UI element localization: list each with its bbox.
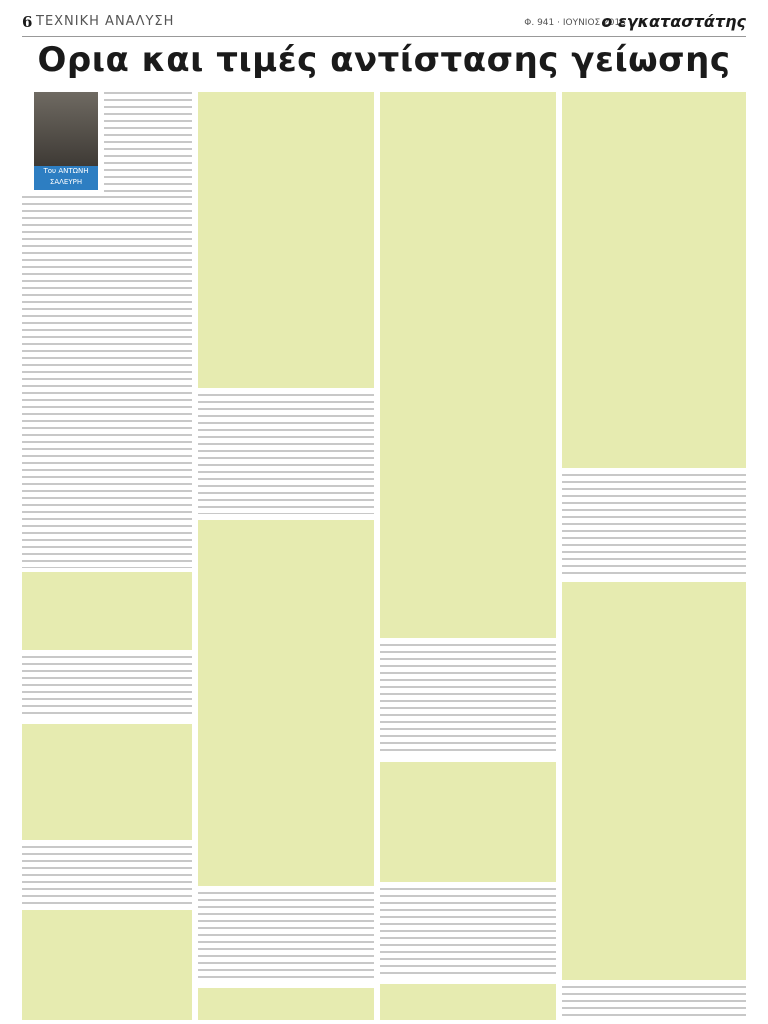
highlight-box [198,988,374,1020]
column-4 [562,92,746,1020]
text-block [22,656,192,718]
highlight-box [22,724,192,840]
section-title: ΤΕΧΝΙΚΗ ΑΝΑΛΥΣΗ [36,14,175,29]
highlight-box [380,984,556,1020]
highlight-box [22,572,192,650]
masthead: ο εγκαταστάτης [601,12,746,31]
text-block [562,986,746,1020]
highlight-box [562,582,746,980]
page-header [22,10,746,37]
article-headline: Ορια και τιμές αντίστασης γείωσης [37,40,731,80]
text-block [22,196,192,568]
highlight-box [198,92,374,388]
column-1 [22,92,192,1020]
text-block [380,644,556,756]
issue-info: Φ. 941 · ΙΟΥΝΙΟΣ 2015 [524,18,626,28]
column-3 [380,92,556,1020]
text-block [198,892,374,982]
text-block [22,846,192,904]
text-block [562,474,746,576]
highlight-box [380,92,556,638]
column-2 [198,92,374,1020]
highlight-box [562,92,746,468]
highlight-box [380,762,556,882]
highlight-box [22,910,192,1020]
text-block [380,888,556,978]
page-number: 6 [22,13,33,31]
text-block [104,92,192,192]
text-block [198,394,374,514]
author-caption: Του ΑΝΤΩΝΗ ΣΑΛΕΥΡΗ [34,166,98,190]
highlight-box [198,520,374,886]
